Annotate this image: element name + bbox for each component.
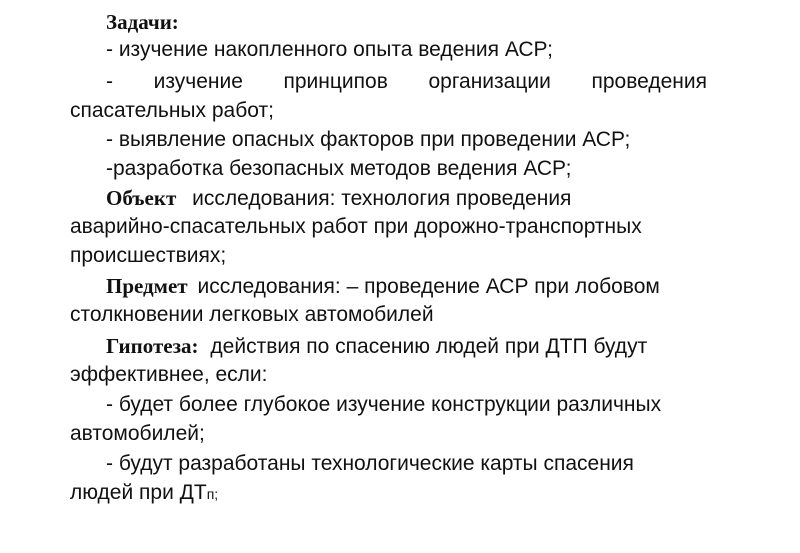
condition-2-main: людей при ДТ xyxy=(70,481,207,504)
object-text: исследования: технология проведения xyxy=(192,187,572,210)
task-4: -разработка безопасных методов ведения АСР; xyxy=(106,157,572,180)
subject-text: исследования: – проведение АСР при лобовом xyxy=(197,275,660,298)
subject-line xyxy=(106,273,660,300)
hypothesis-label: Гипотеза: xyxy=(106,334,199,358)
task-2-word: - xyxy=(106,70,113,93)
hypothesis-line xyxy=(106,333,647,360)
subject-label: Предмет xyxy=(106,274,188,298)
condition-2: - будут разработаны технологические карты спасения xyxy=(106,452,634,475)
subject-continuation: столкновении легковых автомобилей xyxy=(70,303,434,326)
hypothesis-continuation: эффективнее, если: xyxy=(70,363,268,386)
task-2 xyxy=(70,69,707,95)
task-2-word: изучение xyxy=(153,70,243,93)
task-2-word: принципов xyxy=(283,70,388,93)
object-continuation-2: происшествиях; xyxy=(70,244,227,267)
hypothesis-text: действия по спасению людей при ДТП будут xyxy=(210,335,648,358)
object-continuation-1: аварийно-спасательных работ при дорожно-транспортных xyxy=(70,215,642,238)
condition-1-continuation: автомобилей; xyxy=(70,422,205,445)
tasks-heading: Задачи: xyxy=(106,10,179,34)
condition-1: - будет более глубокое изучение конструкции различных xyxy=(106,393,662,416)
condition-2-continuation xyxy=(70,480,218,507)
object-line xyxy=(106,185,571,212)
object-label: Объект xyxy=(106,186,177,210)
task-3: - выявление опасных факторов при проведении АСР; xyxy=(106,128,631,151)
task-2-word: организации xyxy=(428,70,551,93)
task-2-continuation: спасательных работ; xyxy=(70,99,274,122)
condition-2-small: п; xyxy=(206,486,219,502)
task-2-word: проведения xyxy=(591,70,707,93)
task-1: - изучение накопленного опыта ведения АСР; xyxy=(106,38,553,61)
